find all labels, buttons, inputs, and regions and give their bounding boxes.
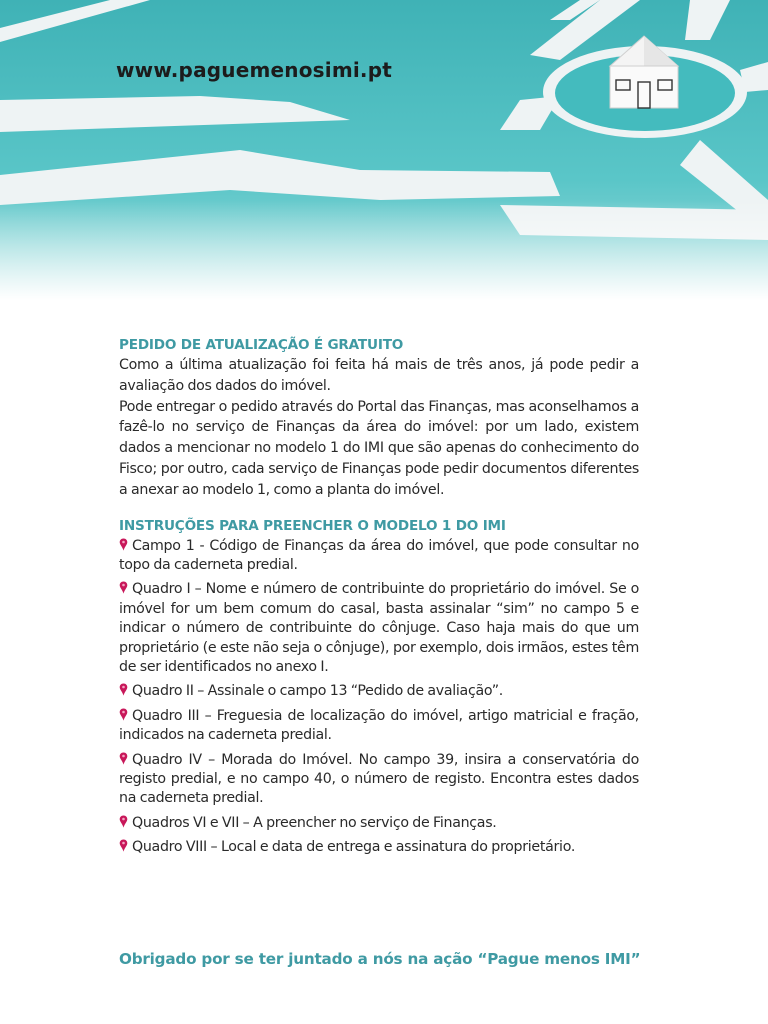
thanks-message: Obrigado por se ter juntado a nós na ação “Pague menos IMI” — [119, 950, 641, 968]
instructions-list — [119, 537, 639, 858]
map-pin-icon — [119, 581, 128, 594]
list-item-text: Quadro II – Assinale o campo 13 “Pedido de avaliação”. — [132, 683, 503, 700]
section-title-instructions: INSTRUÇÕES PARA PREENCHER O MODELO 1 DO IMI — [119, 517, 506, 534]
update-paragraph-1: Como a última atualização foi feita há mais de três anos, já pode pedir a avaliação dos dados do imóvel. — [119, 357, 639, 394]
list-item — [119, 751, 639, 809]
map-pin-icon — [119, 839, 128, 852]
map-pin-icon — [119, 815, 128, 828]
main-content — [119, 335, 639, 863]
map-pin-icon — [119, 708, 128, 721]
section-title-update: PEDIDO DE ATUALIZAÇÃO É GRATUITO — [119, 337, 404, 353]
list-item — [119, 580, 639, 677]
map-pin-icon — [119, 538, 128, 551]
list-item — [119, 682, 639, 701]
list-item-text: Quadro IV – Morada do Imóvel. No campo 39, insira a conservatória do registo predial, e no campo 40, o número de registo. Encontra estes dados na caderneta predial. — [119, 751, 639, 807]
update-paragraph-2: Pode entregar o pedido através do Portal das Finanças, mas aconselhamos a fazê-lo no serviço de Finanças da área do imóvel: por um lado, existem dados a mencionar no modelo 1 do IMI que são apenas do conhecimento do Fisco; por outro, cada serviço de Finanças pode pedir documentos diferentes a anexar ao modelo 1, como a planta do imóvel. — [119, 398, 639, 498]
site-url[interactable]: www.paguemenosimi.pt — [116, 58, 392, 82]
map-pin-icon — [119, 683, 128, 696]
list-item-text: Quadro III – Freguesia de localização do imóvel, artigo matricial e fração, indicados na caderneta predial. — [119, 707, 639, 744]
map-pin-icon — [119, 752, 128, 765]
list-item — [119, 814, 639, 833]
list-item-text: Quadro I – Nome e número de contribuinte do proprietário do imóvel. Se o imóvel for um bem comum do casal, basta assinalar “sim” no campo 5 e indicar o número de contribuinte do cônjuge. Caso haja mais do que um proprietário (e este não seja o cônjuge), por exemplo, dois irmãos, estes têm de ser identificados no anexo I. — [119, 581, 639, 676]
list-item-text: Campo 1 - Código de Finanças da área do imóvel, que pode consultar no topo da caderneta predial. — [119, 537, 639, 573]
list-item-text: Quadros VI e VII – A preencher no serviço de Finanças. — [132, 814, 497, 831]
house-icon — [604, 34, 684, 114]
list-item-text: Quadro VIII – Local e data de entrega e assinatura do proprietário. — [132, 839, 576, 856]
list-item — [119, 537, 639, 576]
list-item — [119, 838, 639, 857]
list-item — [119, 707, 639, 746]
